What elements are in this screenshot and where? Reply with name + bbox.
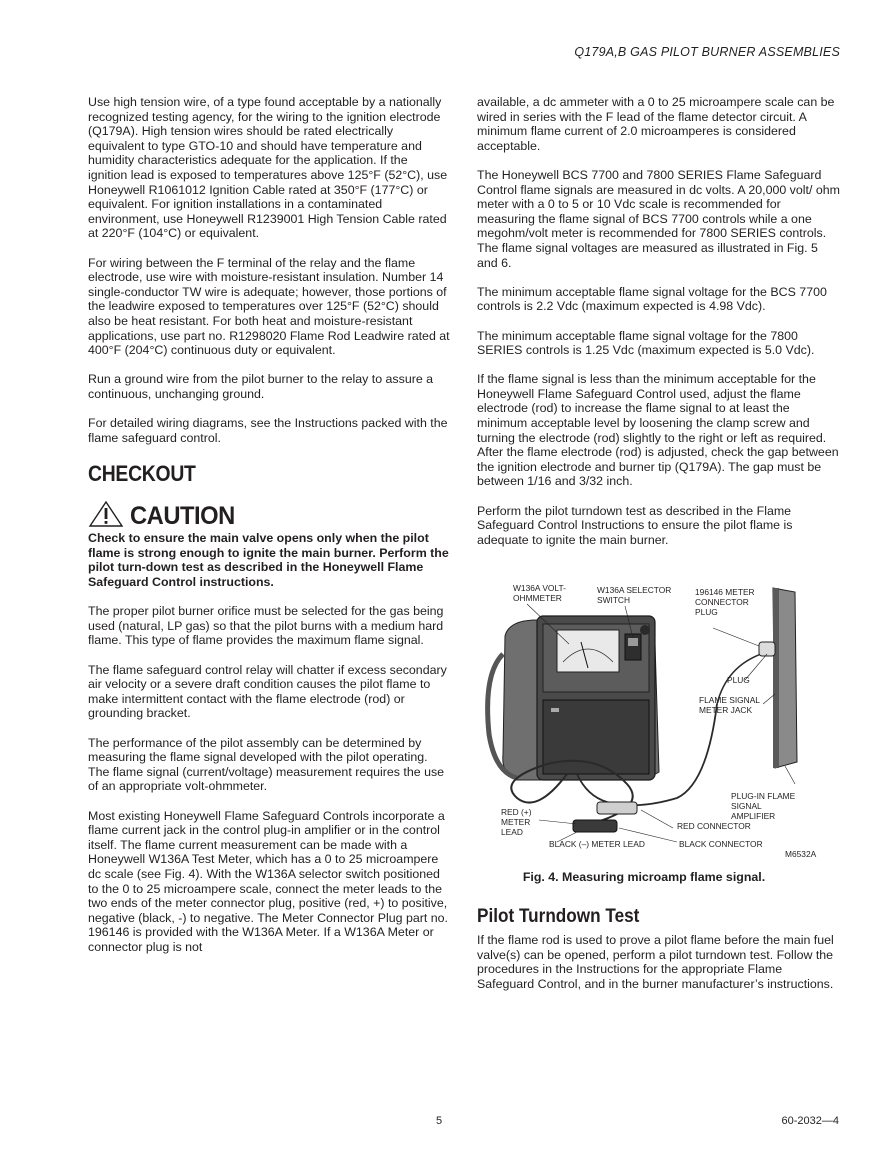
- paragraph-dc-ammeter: available, a dc ammeter with a 0 to 25 microampere scale can be wired in series with the F lead of the flame detector circuit. A minimum flame current of 2.0 microamperes is considered acceptable.: [477, 95, 835, 153]
- paragraph-relay-chatter: The flame safeguard control relay will chatter if excess secondary air velocity or a severe draft condition causes the pilot flame to make intermittent contact with the flame electrode (rod) or grounding bracket.: [88, 662, 447, 721]
- paragraph-performance: The performance of the pilot assembly can be determined by measuring the flame signal developed with the pilot operating. The flame signal (current/voltage) measurement requires the use of an appropriate volt-ohmmeter.: [88, 735, 445, 794]
- paragraph-flame-electrode-wiring: For wiring between the F terminal of the relay and the flame electrode, use wire with moisture-resistant insulation. Number 14 single-conductor TW wire is adequate; however, those portions of the leadwire exposed to temperatures over 125°F (52°C) should also be heat resistant. For both heat and moisture-resistant applications, use part no. R1298020 Flame Rod Leadwire rated at 400°F (204°C) continuous duty or equivalent.: [88, 255, 450, 358]
- caution-text: Check to ensure the main valve opens only when the pilot flame is strong enough to ignite the main burner. Perform the pilot turn-down test as described in the Honeywell Flame Safeguard Control instructions.: [88, 531, 449, 590]
- caution-title: CAUTION: [130, 501, 235, 530]
- paragraph-bcs7700-minimum: The minimum acceptable flame signal voltage for the BCS 7700 controls is 2.2 Vdc (maximum expected is 4.98 Vdc).: [477, 284, 827, 314]
- warning-triangle-icon: [88, 500, 124, 532]
- section-heading-checkout: CHECKOUT: [88, 461, 196, 487]
- figure-meter-illustration: [477, 583, 817, 864]
- paragraph-pilot-turndown: If the flame rod is used to prove a pilot flame before the main fuel valve(s) can be opened, perform a pilot turndown test. Follow the procedures in the Instructions for the appropriate Flame Safeguard Control, and in the burner manufacturer’s instructions.: [477, 933, 834, 991]
- label-volt-ohmmeter: W136A VOLT- OHMMETER: [513, 583, 566, 603]
- label-figure-code: M6532A: [785, 849, 817, 860]
- paragraph-ground-wire: Run a ground wire from the pilot burner to the relay to assure a continuous, unchanging ground.: [88, 372, 434, 401]
- document-number: 60-2032—4: [781, 1115, 839, 1127]
- figure-caption: Fig. 4. Measuring microamp flame signal.: [522, 870, 766, 885]
- label-amplifier: PLUG-IN FLAME SIGNAL AMPLIFIER: [731, 791, 796, 821]
- paragraph-bcs-signals: The Honeywell BCS 7700 and 7800 SERIES Flame Safeguard Control flame signals are measured in dc volts. A 20,000 volt/ ohm meter with a 0 to 5 or 10 Vdc scale is recommended for measuring the flame signal of BCS 7700 controls while a one megohm/volt meter is recommended for 7800 SERIES controls. The flame signal voltages are measured as illustrated in Fig. 5 and 6.: [477, 167, 840, 270]
- page-number: 5: [436, 1115, 443, 1127]
- label-black-connector: BLACK CONNECTOR: [679, 839, 763, 850]
- label-meter-jack: FLAME SIGNAL METER JACK: [699, 695, 760, 715]
- label-selector-switch: W136A SELECTOR SWITCH: [597, 585, 672, 605]
- paragraph-orifice: The proper pilot burner orifice must be selected for the gas being used (natural, LP gas) so that the pilot burns with a medium hard flame. This type of flame provides the maximum flame signal.: [88, 604, 444, 648]
- paragraph-adjust-electrode: If the flame signal is less than the minimum acceptable for the Honeywell Flame Safeguard Control used, adjust the flame electrode (rod) to increase the flame signal to at least the minimum acceptable level by loosening the clamp screw and turning the electrode (rod) slightly to the right or left as required. After the flame electrode (rod) is adjusted, check the gap between the ignition electrode and burner tip (Q179A). The gap must be between 1/16 and 3/32 inch.: [477, 372, 839, 489]
- label-red-lead: RED (+) METER LEAD: [501, 807, 532, 837]
- paragraph-high-tension-wire: Use high tension wire, of a type found acceptable by a nationally recognized testing agency, for the wiring to the ignition electrode (Q179A). High tension wires should be rated electrically equivalent to type GTO-10 and should have temperature and humidity characteristics adequate for the application. If the ignition lead is exposed to temperatures above 125°F (52°C), use Honeywell R1061012 Ignition Cable rated at 350°F (177°C) or equivalent. For ignition installations in a contaminated environment, use Honeywell R1239001 High Tension Cable rated at 220°F (104°C) or equivalent.: [88, 95, 448, 241]
- paragraph-flame-current-jack: Most existing Honeywell Flame Safeguard Controls incorporate a flame current jack in the control plug-in amplifier or in the control itself. The flame current measurement can be made with a Honeywell W136A Test Meter, which has a 0 to 25 microampere dc scale (see Fig. 4). With the W136A selector switch positioned to the 0 to 25 microampere scale, connect the meter leads to the two ends of the meter connector plug, positive (red, +) to positive, negative (black, -) to negative. The Meter Connector Plug part no. 196146 is provided with the W136A Meter. If a W136A Meter or connector plug is not: [88, 808, 448, 954]
- running-head: Q179A,B GAS PILOT BURNER ASSEMBLIES: [574, 45, 840, 59]
- label-connector-plug: 196146 METER CONNECTOR PLUG: [695, 587, 755, 617]
- paragraph-turndown-reference: Perform the pilot turndown test as described in the Flame Safeguard Control Instructions to ensure the pilot flame is adequate to ignite the main burner.: [477, 503, 793, 547]
- label-red-connector: RED CONNECTOR: [677, 821, 751, 832]
- caution-title-row: [88, 501, 450, 531]
- paragraph-7800-minimum: The minimum acceptable flame signal voltage for the 7800 SERIES controls is 1.25 Vdc (maximum expected is 5.0 Vdc).: [477, 328, 815, 358]
- label-plug: PLUG: [727, 675, 750, 686]
- label-black-lead: BLACK (–) METER LEAD: [549, 839, 645, 850]
- subheading-pilot-turndown: Pilot Turndown Test: [477, 905, 640, 927]
- right-column: [477, 95, 841, 1006]
- caution-box: [88, 501, 450, 589]
- left-column: [88, 95, 450, 969]
- paragraph-wiring-diagrams: For detailed wiring diagrams, see the Instructions packed with the flame safeguard control.: [88, 416, 448, 445]
